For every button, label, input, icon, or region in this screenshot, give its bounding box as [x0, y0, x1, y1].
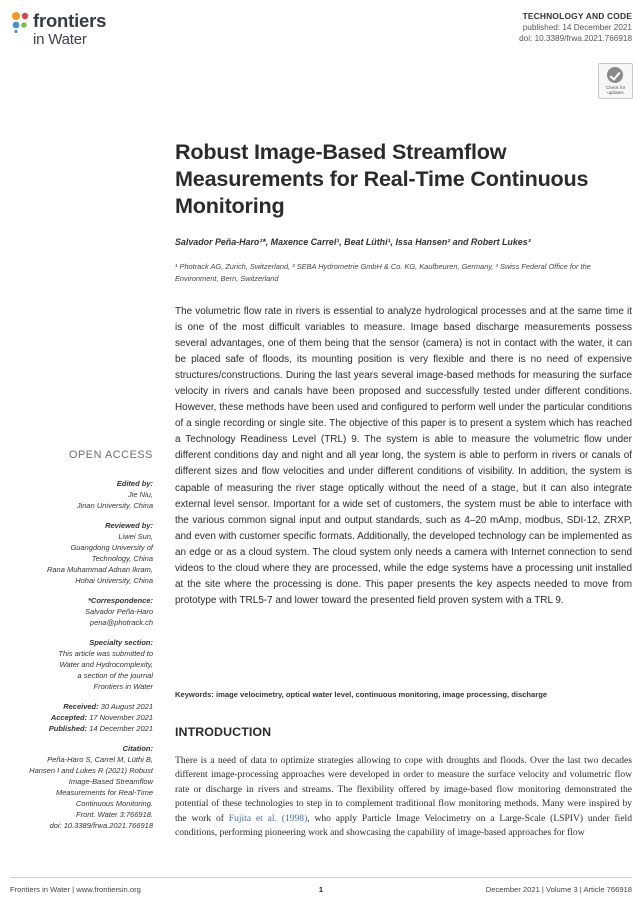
citation-line-3: Image-Based Streamflow	[68, 777, 153, 786]
keywords-list: image velocimetry, optical water level, continuous monitoring, image processing, discharge	[215, 690, 548, 699]
article-title: Robust Image-Based Streamflow Measurements for Real-Time Continuous Monitoring	[175, 139, 589, 218]
accepted-date-row	[10, 712, 153, 723]
citation-line-1: Peña-Haro S, Carrel M, Lüthi B,	[47, 755, 153, 764]
editor-name: Jie Niu,	[127, 490, 153, 499]
published-date-sidebar: 14 December 2021	[89, 724, 153, 733]
specialty-line-4: Frontiers in Water	[93, 682, 153, 691]
check-updates-icon	[607, 67, 623, 83]
accepted-date: 17 November 2021	[89, 713, 153, 722]
footer-journal-link[interactable]: Frontiers in Water | www.frontiersin.org	[10, 885, 141, 894]
keywords-label: Keywords:	[175, 690, 214, 699]
affiliations: ¹ Photrack AG, Zurich, Switzerland, ² SEBA Hydrometrie GmbH & Co. KG, Kaufbeuren, Germany, ³ Swiss Federal Office for the Environment, Bern, Switzerland	[175, 262, 591, 283]
received-date-row	[10, 701, 153, 712]
page-number: 1	[318, 885, 324, 894]
published-label: Published:	[48, 724, 88, 733]
received-date: 30 August 2021	[100, 702, 153, 711]
check-for-updates-badge[interactable]	[598, 63, 633, 99]
edited-by-label: Edited by:	[116, 479, 153, 488]
reviewer1-affiliation-1: Guangdong University of	[70, 543, 153, 552]
author-list: Salvador Peña-Haro¹*, Maxence Carrel¹, Beat Lüthi¹, Issa Hansen² and Robert Lukes³	[175, 237, 531, 247]
accepted-label: Accepted:	[50, 713, 88, 722]
citation-line-4: Measurements for Real-Time	[55, 788, 153, 797]
specialty-section-label: Specialty section:	[89, 638, 153, 647]
published-date-row	[10, 723, 153, 734]
intro-text-part1: There is a need of data to optimize strategies allowing to cope with droughts and floods. Over the last two decades different image-processing approaches were developed in order to measure the surface velocity and volumetric flow rate or discharge in rivers and streams. The flexibility offered by image-based flow monitoring demonstrated the potential of these technologies to step in to complement traditional flow monitoring methods. Many were inspired by the work of	[175, 755, 632, 824]
specialty-line-1: This article was submitted to	[58, 649, 153, 658]
citation-line-5: Continuous Monitoring.	[75, 799, 153, 808]
correspondence-label: *Correspondence:	[87, 596, 153, 605]
published-date: published: 14 December 2021	[522, 23, 632, 32]
intro-text-part2: , who apply Particle Image Velocimetry on a Large-Scale (LSPIV) under field conditions, performing pioneering work and showcasing the capability of image-based approaches for flow	[175, 812, 632, 839]
reviewer1-name: Liwei Sun,	[118, 532, 153, 541]
frontiers-logo[interactable]	[10, 10, 130, 50]
logo-journal-text: in Water	[33, 31, 87, 48]
specialty-line-3: a section of the journal	[77, 671, 153, 680]
citation-label: Citation:	[122, 744, 153, 753]
reviewer2-name: Rana Muhammad Adnan Ikram,	[46, 565, 153, 574]
abstract: The volumetric flow rate in rivers is essential to analyze hydrological processes and at the same time it is one of the most difficult variables to measure. Image based discharge measurements possess several advantages, one of them being that the sensor (camera) is not in contact with the water, it can be placed safe of floods, its mounting position is very flexible and there is no need of expensive structures/constructions. During the last years several image-based methods for measuring the surface velocity in rivers and canals have been proposed and successfully tested under different conditions. However, these methods have been used and configured to perform well under the particular conditions of a single recording or single site. The objective of this paper is to present a system which has reached a Technology Readiness Level (TRL) 9. The system is able to measure the volumetric flow under different conditions day and night and all year long, the system is able to perform in rivers or canals of different sizes and flow velocities and under different conditions of visibility. In addition, the system is capable of measuring the river stage optically without the need of a stage, but it can also integrate external level sensor. Important for a wide set of customers, the system must be able to interface with the various common signal input and output standards, such as 4–20 mAmp, modbus, SDI-12, ZRXP, and even with customer specific formats. Additionally, the developed technology can be implemented as an edge or as a cloud system. The cloud system only needs a camera with Internet connection to send videos to the cloud where they are processed, while the edge systems have a processing unit installed at the site where the processing is done. This paper presents the key aspects needed to move from prototype with TRL5-7 and lower toward the presented field proven system with a TRL 9.	[175, 306, 632, 606]
footer-issue-info: December 2021 | Volume 3 | Article 766918	[485, 885, 632, 894]
correspondence-email[interactable]: pena@photrack.ch	[89, 618, 153, 627]
reviewer2-affiliation: Hohai University, China	[75, 576, 153, 585]
article-sidebar	[10, 449, 153, 831]
keywords	[175, 690, 635, 699]
article-meta	[372, 11, 632, 44]
introduction-heading: INTRODUCTION	[175, 725, 272, 739]
reviewed-by-label: Reviewed by:	[105, 521, 153, 530]
correspondence-name: Salvador Peña-Haro	[85, 607, 153, 616]
introduction-text	[175, 754, 632, 840]
article-type: TECHNOLOGY AND CODE	[522, 11, 632, 21]
editor-affiliation: Jinan University, China	[76, 501, 153, 510]
reviewer1-affiliation-2: Technology, China	[91, 554, 153, 563]
specialty-line-2: Water and Hydrocomplexity,	[59, 660, 153, 669]
citation-link[interactable]: Fujita et al. (1998)	[228, 812, 308, 824]
footer-divider	[10, 877, 632, 878]
received-label: Received:	[63, 702, 99, 711]
citation-line-6: Front. Water 3:766918.	[76, 810, 153, 819]
citation-line-7[interactable]: doi: 10.3389/frwa.2021.766918	[49, 821, 153, 830]
check-updates-label: Check for updates	[605, 85, 626, 95]
open-access-label: OPEN ACCESS	[68, 449, 153, 461]
logo-brand-text: frontiers	[33, 10, 107, 31]
citation-line-2: Hansen I and Lukes R (2021) Robust	[29, 766, 153, 775]
doi[interactable]: doi: 10.3389/frwa.2021.766918	[519, 34, 632, 43]
frontiers-logo-icon	[10, 11, 32, 33]
